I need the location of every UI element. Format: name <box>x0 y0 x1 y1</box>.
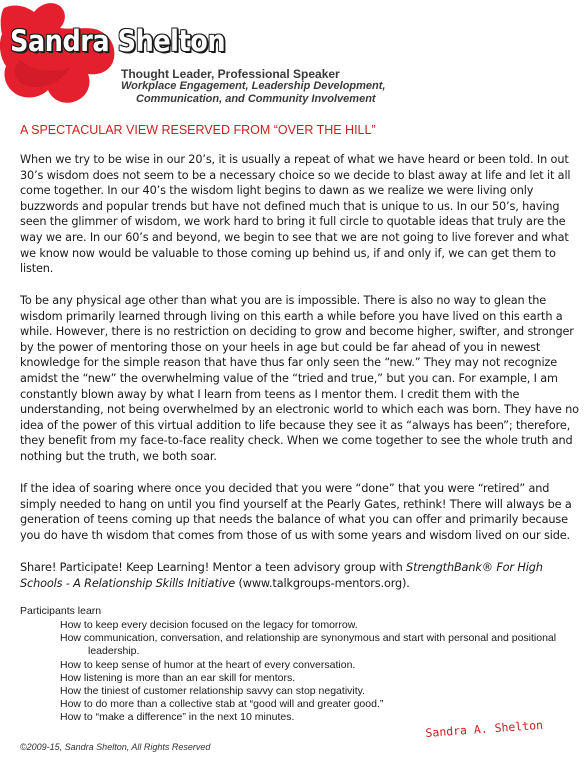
paragraph-call-to-action <box>20 560 580 591</box>
program-website: (www.talkgroups-mentors.org). <box>235 576 410 590</box>
participants-learn-heading: Participants learn <box>20 605 102 617</box>
call-to-action-text: Share! Participate! Keep Learning! Mentor a teen advisory group with <box>20 561 407 574</box>
list-item: How to do more than a collective stab at “good will and greater good.” <box>60 698 384 711</box>
list-item: How the tiniest of customer relationship savvy can stop negativity. <box>60 685 366 698</box>
copyright-notice: ©2009-15, Sandra Shelton, All Rights Reserved <box>20 742 211 752</box>
tagline-title: Thought Leader, Professional Speaker <box>121 67 340 81</box>
tagline-focus-areas-continued: Communication, and Community Involvement <box>136 93 376 105</box>
participants-learn-list <box>60 619 580 725</box>
document-title: A SPECTACULAR VIEW RESERVED FROM “OVER THE HILL” <box>20 123 376 137</box>
list-item: How communication, conversation, and relationship are synonymous and start with personal and positional leadership. <box>60 632 557 658</box>
list-item: How to keep sense of humor at the heart of every conversation. <box>60 658 356 671</box>
list-item: How to “make a difference” in the next 10 minutes. <box>60 711 295 724</box>
list-item: How to keep every decision focused on the legacy for tomorrow. <box>60 619 358 631</box>
brand-name: Sandra Shelton <box>10 24 226 58</box>
paragraph-wisdom-by-decade: When we try to be wise in our 20’s, it is usually a repeat of what we have heard or been told. In out 30’s wisdom does not seem to be a necessary choice so we decide to blast away at life and let it all come together. In our 40’s the wisdom light begins to dawn as we realize we were living only buzzwords and popular trends but have not defined much that is unique to us. In our 50’s, having seen the glimmer of wisdom, we work hard to bring it full circle to quotable ideas that truly are the way we are. In our 60’s and beyond, we begin to see that we are not going to live forever and what we know now would be valuable to those coming up behind us, if and only if, we can get them to listen. <box>20 153 571 276</box>
author-signature: Sandra A. Shelton <box>425 717 544 740</box>
program-name: StrengthBank® For High Schools - A Relationship Skills Initiative <box>20 561 543 590</box>
list-item: How listening is more than an ear skill for mentors. <box>60 671 296 684</box>
tagline-focus-areas: Workplace Engagement, Leadership Development, <box>121 80 386 92</box>
paragraph-mentoring-teens: To be any physical age other than what you are is impossible. There is also no way to glean the wisdom primarily learned through living on this earth a while before you have lived on this earth a while. However, there is no restriction on deciding to grow and become higher, swifter, and stronger by the power of mentoring those on your heels in age but could be far ahead of you in newest knowledge for the simple reason that have thus far only seen the “new.” They may not recognize amidst the “new” the overwhelming value of the “tried and true,” but you can. For example, I am constantly blown away by what I learn from teens as I mentor them. I credit them with the understanding, not being overwhelmed by an electronic world to which each was born. They have no idea of the power of this virtual addition to life because they see it as “always has been”; therefore, they benefit from my face-to-face reality check. When we come together to see the whole truth and nothing but the truth, we both soar. <box>20 294 579 463</box>
paragraph-rethink-retirement: If the idea of soaring where once you decided that you were “done” that you were “retired” and simply needed to hang on until you find yourself at the Pearly Gates, rethink! There will always be a generation of teens coming up that needs the balance of what you can offer and primarily because you do have th wisdom that comes from those of us with some years and wisdom lived on our side. <box>20 482 572 542</box>
